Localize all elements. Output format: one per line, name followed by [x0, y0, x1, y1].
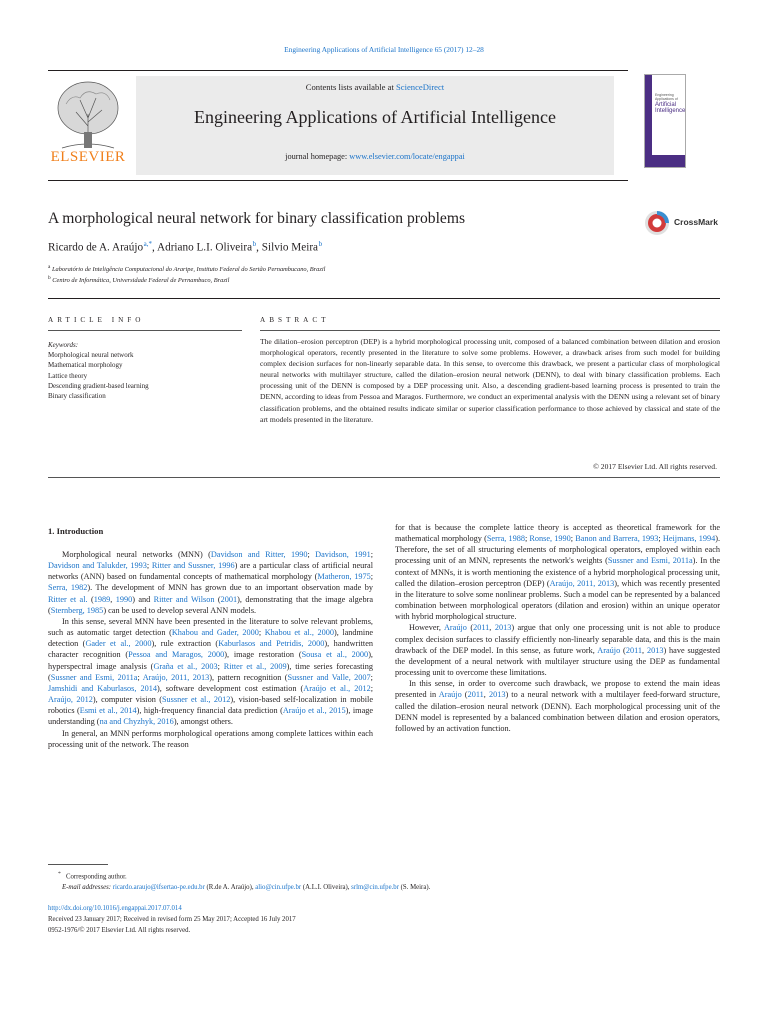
body-text: ). In the context of MNNs, it is worth mentioning the existence of a hybrid morphological processing unit, called the dilation–erosion perceptron (DEP) ( [395, 556, 720, 588]
body-text: ; [570, 534, 576, 544]
title-block-rule [48, 298, 720, 299]
citation-link[interactable]: Araújo et al., 2012 [303, 683, 371, 693]
citation-link[interactable]: Araújo [597, 645, 621, 655]
body-text: ; [370, 550, 374, 559]
email-link[interactable]: srlm@cin.ufpe.br [351, 884, 399, 892]
keyword-item: Morphological neural network [48, 351, 134, 360]
citation-link[interactable]: Matheron, 1975 [317, 572, 371, 582]
body-text: , [489, 623, 495, 633]
doi-link[interactable]: http://dx.doi.org/10.1016/j.engappai.2017.07.014 [48, 905, 182, 912]
citation-link[interactable]: 2001 [220, 594, 238, 604]
header-top-rule [48, 70, 628, 71]
body-text: ; [370, 572, 374, 582]
citation-link[interactable]: Serra, 1982 [48, 583, 88, 593]
citation-link[interactable]: Sussner et al., 2012 [161, 695, 231, 705]
body-text: ( [620, 645, 626, 655]
body-text: In this sense, several MNN have been presented in the literature to solve relevant problems, such as automatic target detection ( [48, 616, 373, 638]
citation-link[interactable]: Davidson and Ritter, 1990 [210, 550, 308, 559]
citation-link[interactable]: 1989 [93, 594, 111, 604]
citation-link[interactable]: Graña et al., 2003 [153, 661, 218, 671]
citation-link[interactable]: Sussner and Valle, 2007 [287, 672, 371, 682]
citation-link[interactable]: 2011 [625, 645, 643, 655]
author-affiliation-mark[interactable]: b [318, 240, 323, 248]
citation-link[interactable]: Kaburlasos and Petridis, 2000 [218, 639, 325, 649]
author-name: Adriano L.I. Oliveira [157, 241, 253, 254]
body-text: ) have suggested the development of a neural network with multilayer structure using the DEP as fundamental processing unit to overcome these limitations. [395, 645, 721, 678]
body-text: ). The development of MNN has grown due to an important observation made by [87, 583, 373, 593]
citation-link[interactable]: Serra, 1988 [486, 534, 525, 544]
body-paragraph [395, 522, 720, 622]
journal-cover-thumbnail[interactable] [644, 74, 686, 168]
body-column-right [395, 522, 720, 734]
body-text: ) and [132, 594, 154, 604]
citation-link[interactable]: 2013 [494, 623, 512, 633]
body-text: ) argue that only one processing unit is not able to produce complex decision surfaces to classify efficiently non-linearly separable data, and this is the main drawback of the DEP model. In this sense, as future work, [395, 623, 721, 655]
body-text: ), which was recently presented in the literature to solve some nonlinear problems. Such a model can be represented by a balanced combination between morphological operators (dilation and erosion) within an unique operator with hybrid morphological structure. [395, 578, 720, 622]
body-text: ). Therefore, the set of all structuring elements of morphological operators, employed within each processing unit of an MNN, represents the network's weights ( [395, 534, 721, 566]
abstract-text: The dilation–erosion perceptron (DEP) is a hybrid morphological processing unit, composed of a balanced combination between dilation and erosion morphological operators, recently presented in the literature to solve some problems. However, a drawback arises from such model for building complex decision surfaces for non-linearly separable data. In this sense, to overcome this drawback, we present a particular class of morphological neural networks with multilayer structure, called the dilation–erosion neural network (DENN), to deal with binary classification problems. Each processing unit of the DENN is composed by a DEP processing unit. Also, a descending gradient-based learning process is presented to train the DENN, according to ideas from Pessoa and Maragos. Furthermore, we conduct an experimental analysis with the DENN using a relevant set of binary classification problems, and the obtained results indicate similar or superior classification performance to those achieved by classical and state of the art models presented in the literature. [260, 337, 720, 424]
body-text: In general, an MNN performs morphological operations among complete lattices within each processing unit of the network. The reason [48, 728, 373, 749]
citation-link[interactable]: Gader et al., 2000 [85, 639, 152, 649]
affiliation-mark: a [48, 264, 51, 270]
corresponding-author-note [58, 869, 708, 882]
citation-link[interactable]: Davidson and Talukder, 1993 [48, 561, 147, 571]
citation-link[interactable]: Araújo, 2012 [48, 695, 93, 705]
citation-link[interactable]: Ritter and Sussner, 1996 [151, 561, 235, 571]
journal-title: Engineering Applications of Artificial Intelligence [194, 107, 556, 127]
body-text: ), image restoration ( [224, 650, 302, 660]
body-paragraph [395, 622, 720, 678]
body-paragraph [48, 616, 373, 728]
affiliation-text: Laboratório de Inteligência Computacional do Araripe, Instituto Federal do Sertão Pernambucano, Brazil [51, 266, 326, 274]
citation-link[interactable]: Khabou et al., 2000 [264, 628, 334, 638]
body-text: ), demonstrating that the image algebra ( [48, 594, 374, 615]
body-text: ; [258, 628, 265, 638]
citation-link[interactable]: Heijmans, 1994 [662, 534, 716, 544]
corresponding-label: Corresponding author. [65, 873, 127, 881]
citation-link[interactable]: Davidson, 1991 [315, 550, 371, 559]
contents-available-line [136, 82, 614, 92]
citation-link[interactable]: Sousa et al., 2000 [301, 650, 369, 660]
email-link[interactable]: ricardo.araujo@ifsertao-pe.edu.br [112, 884, 205, 892]
body-text: ; [137, 672, 143, 682]
author-affiliation-mark[interactable]: a,* [143, 240, 153, 248]
citation-link[interactable]: 2013 [646, 645, 664, 655]
keyword-item: Descending gradient-based learning [48, 381, 149, 390]
author-affiliation-mark[interactable]: b [252, 240, 257, 248]
cover-spine [645, 75, 652, 167]
paper-title: A morphological neural network for binary classification problems [48, 210, 466, 227]
body-text: ; [307, 550, 316, 559]
footnote-rule [48, 864, 108, 865]
keyword-item: Binary classification [48, 392, 106, 401]
abstract-copyright: © 2017 Elsevier Ltd. All rights reserved. [593, 462, 717, 471]
body-text: ), software development cost estimation ( [156, 683, 304, 693]
body-text: , [642, 645, 647, 655]
cover-footer-band [652, 155, 685, 167]
citation-link[interactable]: 1990 [115, 594, 133, 604]
affiliation-mark: b [48, 275, 51, 281]
body-text: ), time series forecasting ( [48, 661, 374, 682]
keyword-item: Mathematical morphology [48, 361, 123, 370]
citation-link[interactable]: Jamshidi and Kaburlasos, 2014 [48, 683, 157, 693]
citation-link[interactable]: Esmi et al., 2014 [79, 706, 137, 716]
body-text: ( [461, 690, 468, 700]
citation-link[interactable]: 2011 [473, 623, 490, 633]
citation-link[interactable]: Ritter and Wilson [153, 594, 215, 604]
author-list: Ricardo de A. Araújo $^{a,*}$, Adriano L.I. Oliveira $^b$, Silvio Meira $^b$ [48, 240, 323, 254]
body-paragraph [48, 549, 373, 616]
body-paragraph [395, 678, 720, 734]
citation-link[interactable]: Ritter et al., 2009 [223, 661, 287, 671]
email-label: E-mail addresses: [62, 884, 113, 892]
journal-header [48, 70, 686, 182]
body-text: for that is because the complete lattice theory is accepted as theoretical framework for the mathematical morphology ( [395, 523, 720, 544]
body-text: , [483, 690, 489, 700]
body-text: ), vision-based self-localization in mobile robotics ( [48, 695, 373, 716]
citation-link[interactable]: Sussner and Esmi, 2011a [607, 556, 693, 566]
citation-link[interactable]: Sussner and Esmi, 2011a [50, 672, 138, 682]
body-text: ), computer vision ( [92, 695, 162, 705]
email-addresses [62, 882, 708, 893]
email-owner: (R.de A. Araújo), [204, 884, 256, 892]
crossmark-label: CrossMark [674, 217, 718, 227]
body-text: ), high-frequency financial data prediction ( [136, 706, 283, 716]
homepage-prefix: journal homepage: [285, 152, 350, 161]
abstract-heading: ABSTRACT [260, 316, 330, 324]
footnote-mark: * [58, 871, 61, 877]
crossmark-badge[interactable] [644, 208, 724, 238]
body-column-left [48, 549, 373, 750]
body-text: ), rule extraction ( [151, 639, 219, 649]
body-text: ( [214, 594, 221, 604]
citation-link[interactable]: Ronse, 1990 [529, 534, 571, 544]
body-text: ), landmine detection ( [48, 628, 374, 649]
body-text: ( [466, 623, 474, 633]
affiliation-a [48, 264, 325, 273]
section-heading: 1. Introduction [48, 526, 104, 536]
cover-subtitle: Engineering Applications of [655, 93, 678, 101]
body-paragraph [48, 728, 373, 750]
body-text: ; [658, 534, 663, 544]
issn-copyright: 0952-1976/© 2017 Elsevier Ltd. All rights reserved. [48, 927, 191, 934]
email-owner: (A.L.I. Oliveira), [301, 884, 352, 892]
body-text: ), pattern recognition ( [209, 672, 288, 682]
citation-link[interactable]: Sternberg, 1985 [50, 605, 104, 615]
citation-link[interactable]: Araújo [443, 623, 467, 633]
body-text: ), amongst others. [173, 717, 233, 727]
citation-link[interactable]: Araújo, 2011, 2013 [142, 672, 210, 682]
citation-link[interactable]: Araújo et al., 2015 [282, 706, 346, 716]
body-text: ), handwritten character recognition ( [48, 639, 374, 660]
body-text: Morphological neural networks (MNN) ( [62, 550, 211, 559]
abstract-bottom-rule [48, 477, 720, 478]
sciencedirect-link[interactable]: ScienceDirect [396, 82, 445, 92]
cover-title: Artificial Intelligence [655, 102, 686, 114]
author-name: Silvio Meira [261, 241, 319, 254]
citation-link[interactable]: 2013 [488, 690, 506, 700]
elsevier-wordmark: ELSEVIER [50, 149, 126, 165]
footnote [58, 869, 708, 893]
citation-link[interactable]: Khabou and Gader, 2000 [171, 628, 259, 638]
citation-link[interactable]: Araújo, 2011, 2013 [549, 578, 615, 588]
body-text: ) to a neural network with a multilayer feed-forward structure, called the dilation–erosion neural network (DENN). Each morphological processing unit of the DENN model is represented by a balanced combination between dilation and erosion operators, followed by an activation function. [395, 690, 721, 733]
body-text: , [110, 594, 116, 604]
body-text: ) are a particular class of artificial neural networks (ANN) based on fundamental concepts of mathematical morphology ( [48, 561, 373, 582]
author-name: Ricardo de A. Araújo [48, 241, 144, 254]
citation-link[interactable]: 2011 [467, 690, 484, 700]
email-link[interactable]: alio@cin.ufpe.br [255, 884, 302, 892]
header-bottom-rule [48, 180, 628, 181]
received-dates: Received 23 January 2017; Received in revised form 25 May 2017; Accepted 16 July 2017 [48, 916, 296, 923]
citation-link[interactable]: Ritter et al. [48, 594, 88, 604]
contents-prefix: Contents lists available at [305, 82, 396, 92]
citation-link[interactable]: na and Chyzhyk, 2016 [99, 717, 174, 727]
journal-reference-link[interactable]: Engineering Applications of Artificial Intelligence 65 (2017) 12–28 [284, 45, 484, 54]
keyword-item: Lattice theory [48, 371, 88, 380]
body-text: ; [370, 683, 373, 693]
body-text: However, [409, 623, 444, 633]
email-owner: (S. Meira). [398, 884, 431, 892]
affiliation-b [48, 275, 229, 284]
journal-homepage-line [136, 152, 614, 161]
homepage-link[interactable]: www.elsevier.com/locate/engappai [349, 152, 465, 161]
body-text: ; [524, 534, 530, 544]
body-text: In this sense, in order to overcome such drawback, we propose to extend the main ideas presented in [395, 679, 720, 700]
citation-link[interactable]: Pessoa and Maragos, 2000 [128, 650, 225, 660]
abstract-rule [260, 330, 720, 331]
body-text: ( [87, 594, 94, 604]
keywords-label: Keywords: [48, 341, 79, 349]
affiliation-text: Centro de Informática, Universidade Federal de Pernambuco, Brazil [52, 277, 230, 285]
article-info-rule [48, 330, 242, 331]
keywords-block [48, 340, 242, 401]
body-text: ; [217, 661, 224, 671]
body-text: ) can be used to develop several ANN models. [103, 605, 257, 615]
body-text: ), image understanding ( [48, 706, 374, 727]
body-text: ; [146, 561, 152, 571]
article-info-heading: ARTICLE INFO [48, 316, 145, 324]
citation-link[interactable]: Araújo [438, 690, 462, 700]
citation-link[interactable]: Banon and Barrera, 1993 [575, 534, 659, 544]
body-text: ), hyperspectral image analysis ( [48, 650, 373, 671]
body-text: ; [370, 672, 373, 682]
